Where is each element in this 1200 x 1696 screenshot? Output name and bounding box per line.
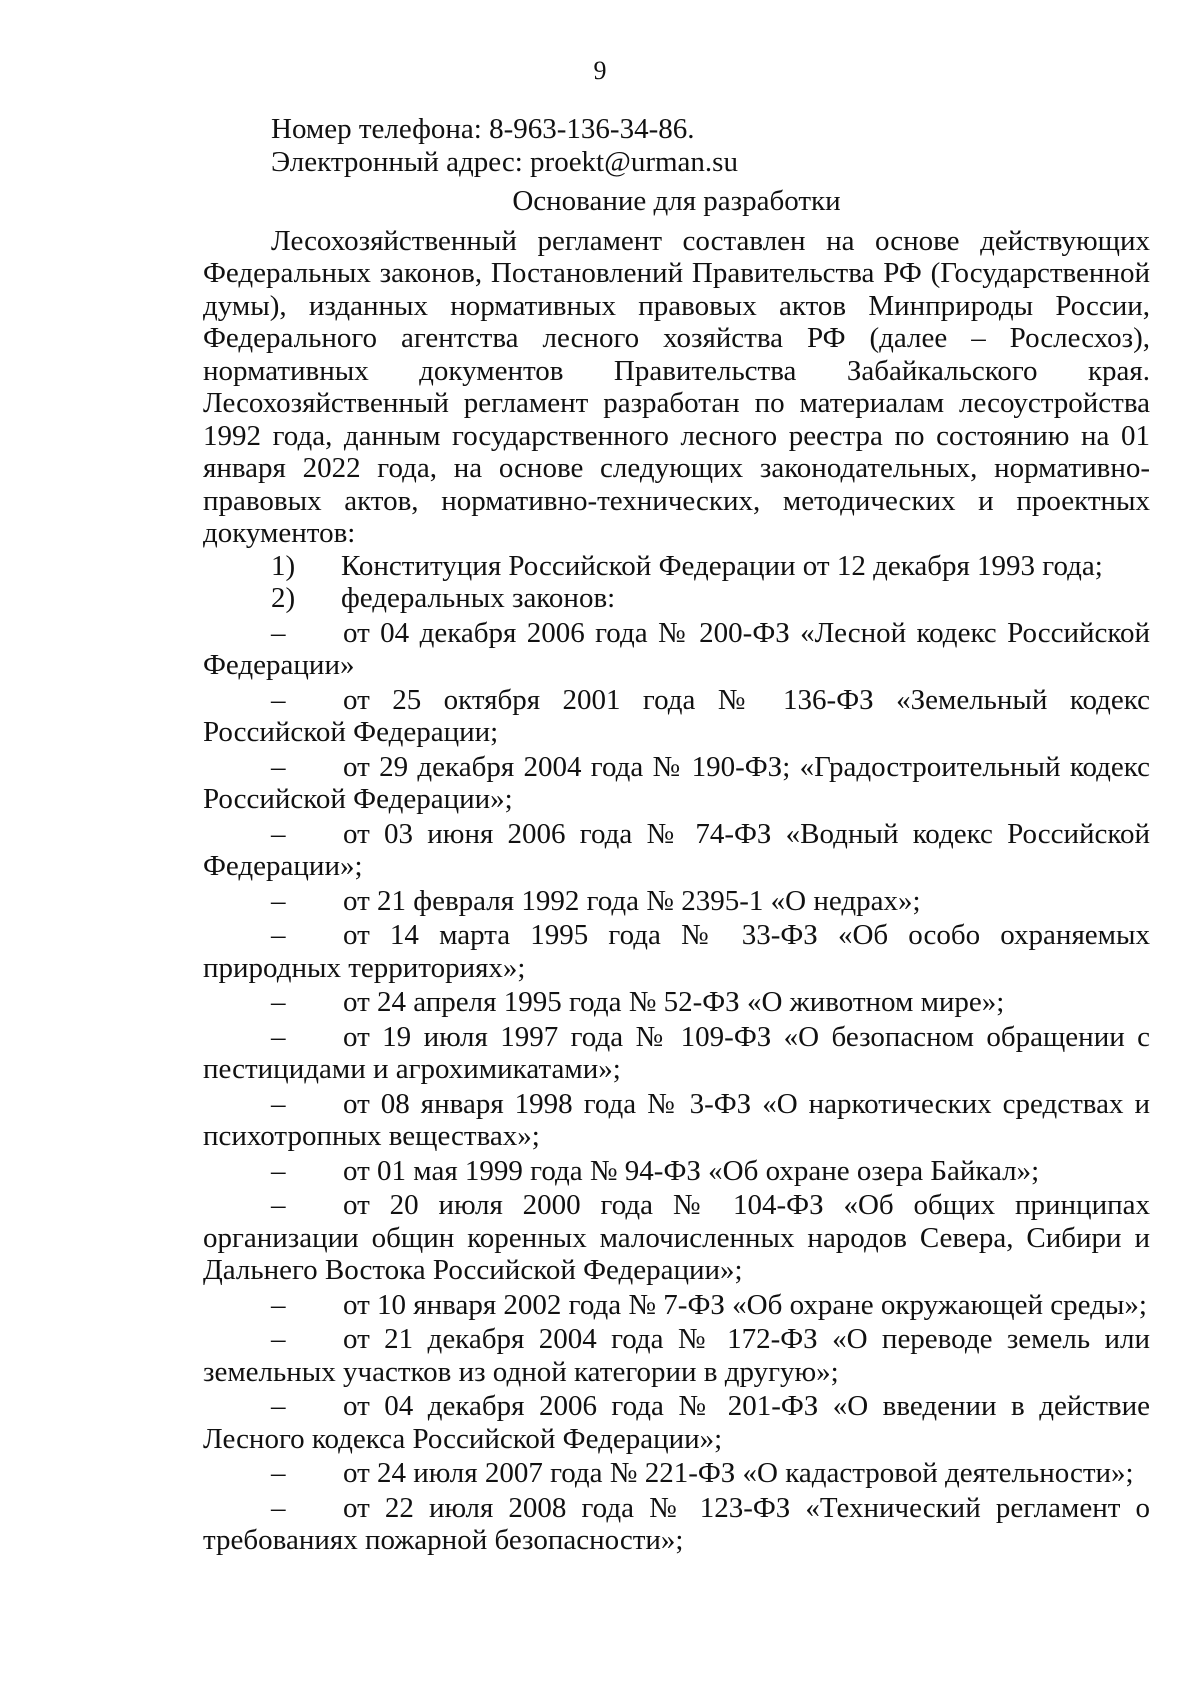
law-list-item: [203, 1289, 1150, 1322]
intro-paragraph: Лесохозяйственный регламент составлен на основе действующих Федеральных законов, Постановлений Правительства РФ (Государственной думы), изданных нормативных правовых актов Минприроды России, Федерального агентства лесного хозяйства РФ (далее – Рослесхоз), нормативных документов Правительства Забайкальского края. Лесохозяйственный регламент разработан по материалам лесоустройства 1992 года, данным государственного лесного реестра по состоянию на 01 января 2022 года, на основе следующих законодательных, нормативно-правовых актов, нормативно-технических, методических и проектных документов:: [203, 224, 1150, 549]
law-text: от 24 июля 2007 года № 221-ФЗ «О кадастровой деятельности»;: [343, 1457, 1134, 1489]
law-list-item: [203, 1323, 1150, 1388]
law-list-item: [203, 684, 1150, 749]
law-list-item: [203, 617, 1150, 682]
law-list-item: [203, 1390, 1150, 1455]
list-dash: –: [271, 1390, 286, 1422]
numbered-item-text: федеральных законов:: [341, 582, 616, 614]
numbered-item-number: 2): [271, 582, 296, 614]
numbered-item: [203, 582, 1150, 615]
page-number: 9: [593, 56, 607, 85]
law-text: от 25 октября 2001 года № 136-ФЗ «Земельный кодекс Российской Федерации;: [203, 683, 1150, 748]
law-text: от 10 января 2002 года № 7-ФЗ «Об охране окружающей среды»;: [343, 1288, 1147, 1321]
law-text: от 03 июня 2006 года № 74-ФЗ «Водный кодекс Российской Федерации»;: [203, 817, 1150, 882]
list-dash: –: [271, 1457, 286, 1489]
laws-list: [203, 617, 1150, 1557]
section-heading: Основание для разработки: [512, 185, 841, 217]
law-list-item: [203, 1492, 1150, 1557]
law-text: от 08 января 1998 года № 3-ФЗ «О наркотических средствах и психотропных веществах»;: [203, 1087, 1150, 1152]
law-list-item: [203, 1088, 1150, 1153]
list-dash: –: [271, 884, 286, 917]
law-list-item: [203, 751, 1150, 816]
law-list-item: [203, 986, 1150, 1019]
law-text: от 21 февраля 1992 года № 2395-1 «О недрах»;: [343, 884, 921, 917]
law-text: от 04 декабря 2006 года № 201-ФЗ «О введении в действие Лесного кодекса Российской Федерации»;: [203, 1390, 1150, 1455]
law-text: от 24 апреля 1995 года № 52-ФЗ «О животном мире»;: [343, 986, 1005, 1018]
list-dash: –: [271, 1154, 286, 1187]
law-list-item: [203, 885, 1150, 918]
law-list-item: [203, 1189, 1150, 1287]
document-body: [203, 113, 1150, 1557]
list-dash: –: [271, 1189, 286, 1221]
list-dash: –: [271, 1288, 286, 1321]
law-list-item: [203, 919, 1150, 984]
law-text: от 22 июля 2008 года № 123-ФЗ «Технический регламент о требованиях пожарной безопасности»;: [203, 1491, 1150, 1556]
contact-email: Электронный адрес: proekt@urman.su: [271, 145, 738, 178]
list-dash: –: [271, 1087, 286, 1120]
contact-phone: Номер телефона: 8-963-136-34-86.: [271, 113, 695, 145]
law-text: от 14 марта 1995 года № 33-ФЗ «Об особо охраняемых природных территориях»;: [203, 919, 1150, 984]
law-text: от 29 декабря 2004 года № 190-ФЗ; «Градостроительный кодекс Российской Федерации»;: [203, 750, 1150, 815]
law-text: от 20 июля 2000 года № 104-ФЗ «Об общих принципах организации общин коренных малочисленных народов Севера, Сибири и Дальнего Востока Российской Федерации»;: [203, 1189, 1150, 1286]
law-list-item: [203, 818, 1150, 883]
list-dash: –: [271, 1323, 286, 1355]
list-dash: –: [271, 919, 286, 951]
law-list-item: [203, 1457, 1150, 1490]
list-dash: –: [271, 750, 286, 783]
list-dash: –: [271, 683, 286, 716]
law-text: от 04 декабря 2006 года № 200-ФЗ «Лесной кодекс Российской Федерации»: [203, 616, 1150, 681]
list-dash: –: [271, 1020, 286, 1053]
law-list-item: [203, 1021, 1150, 1086]
list-dash: –: [271, 1491, 286, 1524]
numbered-item: [203, 550, 1150, 583]
law-text: от 19 июля 1997 года № 109-ФЗ «О безопасном обращении с пестицидами и агрохимикатами»;: [203, 1020, 1150, 1085]
list-dash: –: [271, 817, 286, 850]
numbered-item-number: 1): [271, 549, 296, 582]
law-text: от 21 декабря 2004 года № 172-ФЗ «О переводе земель или земельных участков из одной категории в другую»;: [203, 1323, 1150, 1388]
list-dash: –: [271, 986, 286, 1018]
law-text: от 01 мая 1999 года № 94-ФЗ «Об охране озера Байкал»;: [343, 1154, 1040, 1187]
list-dash: –: [271, 616, 286, 649]
law-list-item: [203, 1155, 1150, 1188]
numbered-item-text: Конституция Российской Федерации от 12 декабря 1993 года;: [341, 549, 1103, 582]
